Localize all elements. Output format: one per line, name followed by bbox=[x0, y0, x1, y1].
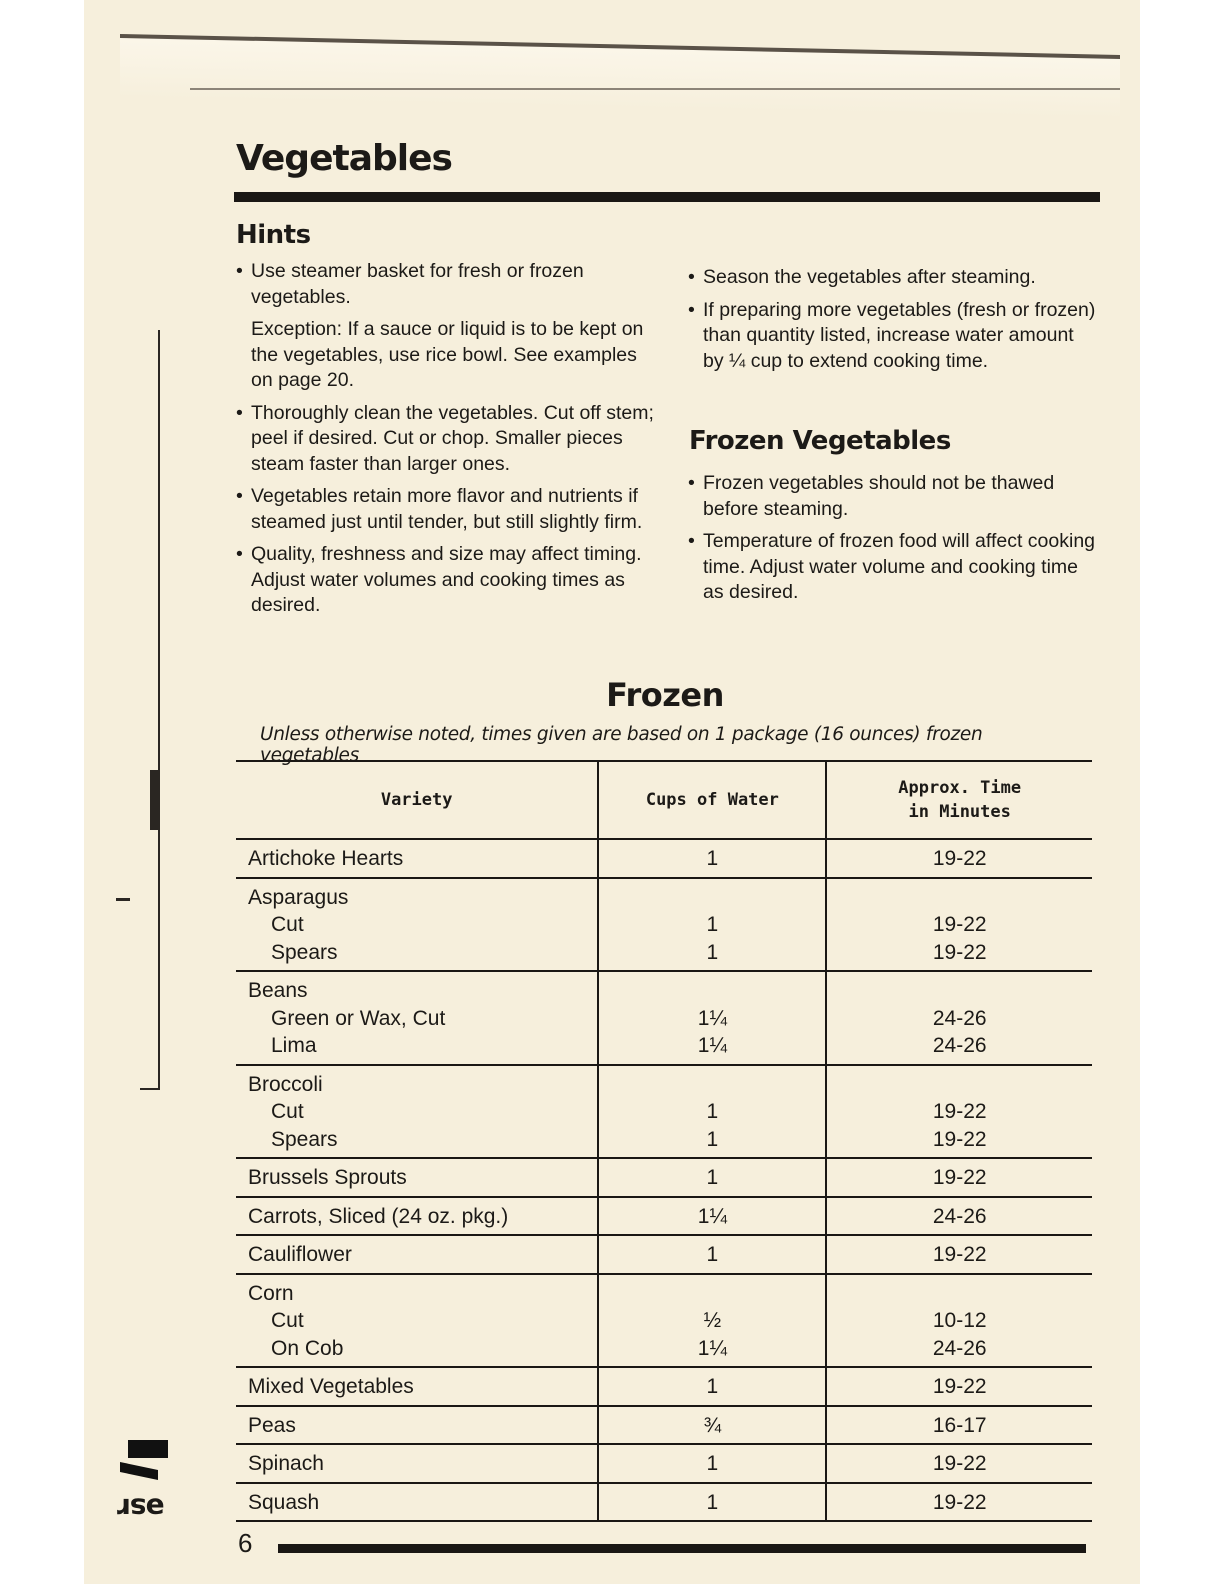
time-value: 19-22 bbox=[932, 1100, 987, 1123]
hint-item: • Use steamer basket for fresh or frozen vegetables. bbox=[236, 259, 656, 310]
table-row bbox=[236, 1367, 1092, 1406]
hints-heading: Hints bbox=[236, 220, 311, 250]
water-cell bbox=[598, 1406, 826, 1445]
time-value: 24-26 bbox=[932, 1006, 987, 1030]
time-value: 19-22 bbox=[932, 913, 987, 936]
water-value: 1 bbox=[706, 913, 719, 936]
variety-subtype: Spears bbox=[271, 940, 338, 964]
frozen-table-subtitle: Unless otherwise noted, times given are based on 1 package (16 ounces) frozen vegetables bbox=[260, 724, 983, 766]
variety-name: Mixed Vegetables bbox=[248, 1375, 414, 1398]
variety-cell bbox=[236, 1367, 598, 1406]
water-value: ¾ bbox=[703, 1413, 722, 1437]
underlying-page-edge-foot bbox=[140, 1088, 160, 1090]
time-cell bbox=[826, 878, 1092, 972]
table-row bbox=[236, 1274, 1092, 1368]
column-header-time-label: Approx. Time in Minutes bbox=[898, 778, 1022, 822]
table-row bbox=[236, 1065, 1092, 1159]
time-cell bbox=[826, 1235, 1092, 1274]
page-title: Vegetables bbox=[236, 138, 452, 179]
water-cell bbox=[598, 1483, 826, 1522]
water-value: 1 bbox=[706, 847, 719, 870]
section-tab-bar bbox=[128, 1440, 168, 1458]
table-row bbox=[236, 1406, 1092, 1445]
hint-item: • If preparing more vegetables (fresh or frozen) than quantity listed, increase water amount by ¼ cup to extend cooking time. bbox=[688, 298, 1098, 375]
variety-name: Corn bbox=[248, 1281, 294, 1305]
time-cell bbox=[826, 1065, 1092, 1159]
time-cell bbox=[826, 1444, 1092, 1483]
column-header-water: Cups of Water bbox=[598, 761, 826, 839]
variety-cell bbox=[236, 1197, 598, 1236]
water-value: 1 bbox=[706, 1243, 719, 1266]
underlying-page-mark bbox=[150, 770, 158, 830]
water-value: 1¼ bbox=[697, 1204, 727, 1228]
hints-right-column bbox=[688, 265, 1098, 381]
water-cell bbox=[598, 1367, 826, 1406]
hint-exception: Exception: If a sauce or liquid is to be kept on the vegetables, use rice bowl. See examples on page 20. bbox=[251, 318, 644, 391]
variety-cell bbox=[236, 1274, 598, 1368]
variety-subtype: Cut bbox=[271, 1309, 304, 1332]
variety-subtype: On Cob bbox=[271, 1336, 344, 1360]
time-cell bbox=[826, 1367, 1092, 1406]
table-body bbox=[236, 839, 1092, 1521]
frozen-tip-item: • Frozen vegetables should not be thawed before steaming. bbox=[688, 471, 1098, 522]
variety-name: Asparagus bbox=[248, 885, 349, 909]
variety-name: Brussels Sprouts bbox=[248, 1166, 407, 1189]
water-value: ½ bbox=[703, 1309, 722, 1332]
column-header-time bbox=[826, 761, 1092, 839]
table-row bbox=[236, 1483, 1092, 1522]
time-value: 19-22 bbox=[932, 1243, 987, 1266]
table-row bbox=[236, 1444, 1092, 1483]
water-value: 1 bbox=[706, 1490, 719, 1514]
table-row bbox=[236, 1197, 1092, 1236]
title-rule bbox=[234, 192, 1100, 202]
water-value: 1 bbox=[706, 1100, 719, 1123]
frozen-tip-item: • Temperature of frozen food will affect cooking time. Adjust water volume and cooking time as desired. bbox=[688, 529, 1098, 606]
variety-cell bbox=[236, 839, 598, 878]
hint-item: • Season the vegetables after steaming. bbox=[688, 265, 1098, 291]
table-header-row bbox=[236, 761, 1092, 839]
water-value: 1 bbox=[706, 1166, 719, 1189]
variety-subtype: Lima bbox=[271, 1034, 317, 1057]
time-cell bbox=[826, 1483, 1092, 1522]
table-row bbox=[236, 971, 1092, 1065]
variety-name: Artichoke Hearts bbox=[248, 847, 404, 870]
time-cell bbox=[826, 839, 1092, 878]
time-value: 19-22 bbox=[932, 1375, 987, 1398]
column-header-variety: Variety bbox=[236, 761, 598, 839]
water-value: 1 bbox=[706, 1452, 719, 1475]
water-cell bbox=[598, 878, 826, 972]
paper-fold-line bbox=[190, 88, 1120, 90]
water-cell bbox=[598, 1274, 826, 1368]
variety-name: Broccoli bbox=[248, 1072, 323, 1096]
time-cell bbox=[826, 1158, 1092, 1197]
frozen-table-title: Frozen bbox=[606, 676, 724, 714]
variety-name: Carrots, Sliced (24 oz. pkg.) bbox=[248, 1204, 509, 1228]
time-value: 19-22 bbox=[932, 1490, 987, 1514]
table-row bbox=[236, 1158, 1092, 1197]
hint-item: • Thoroughly clean the vegetables. Cut off stem; peel if desired. Cut or chop. Smaller pieces steam faster than larger ones. bbox=[236, 401, 656, 478]
time-value: 24-26 bbox=[932, 1204, 987, 1228]
time-value: 19-22 bbox=[932, 1166, 987, 1189]
footer-rule bbox=[278, 1544, 1086, 1553]
water-value: 1¼ bbox=[697, 1006, 727, 1030]
frozen-vegetables-table bbox=[236, 760, 1092, 1522]
time-value: 19-22 bbox=[932, 847, 987, 870]
time-value: 19-22 bbox=[932, 1127, 987, 1151]
variety-name: Squash bbox=[248, 1490, 320, 1514]
time-value: 24-26 bbox=[932, 1034, 987, 1057]
variety-cell bbox=[236, 1483, 598, 1522]
frozen-vegetables-heading: Frozen Vegetables bbox=[689, 426, 951, 456]
water-value: 1 bbox=[706, 1127, 719, 1151]
table-row bbox=[236, 1235, 1092, 1274]
variety-name: Peas bbox=[248, 1413, 296, 1437]
time-cell bbox=[826, 1406, 1092, 1445]
variety-cell bbox=[236, 1444, 598, 1483]
water-cell bbox=[598, 1235, 826, 1274]
time-value: 19-22 bbox=[932, 1452, 987, 1475]
water-value: 1¼ bbox=[697, 1336, 727, 1360]
time-value: 19-22 bbox=[932, 940, 987, 964]
variety-name: Spinach bbox=[248, 1452, 324, 1475]
page-number: 6 bbox=[238, 1528, 253, 1558]
water-cell bbox=[598, 1197, 826, 1236]
water-value: 1 bbox=[706, 1375, 719, 1398]
hint-item: • Vegetables retain more flavor and nutrients if steamed just until tender, but still slightly firm. bbox=[236, 484, 656, 535]
variety-cell bbox=[236, 1065, 598, 1159]
table-row bbox=[236, 839, 1092, 878]
time-value: 24-26 bbox=[932, 1336, 987, 1360]
water-cell bbox=[598, 971, 826, 1065]
variety-cell bbox=[236, 1158, 598, 1197]
section-tab-text: əsr bbox=[118, 1492, 165, 1525]
variety-cell bbox=[236, 878, 598, 972]
hints-left-column bbox=[236, 259, 656, 626]
time-value: 10-12 bbox=[932, 1309, 987, 1332]
variety-name: Beans bbox=[248, 979, 308, 1002]
time-cell bbox=[826, 971, 1092, 1065]
time-value: 16-17 bbox=[932, 1413, 987, 1437]
water-value: 1¼ bbox=[697, 1034, 727, 1057]
table-row bbox=[236, 878, 1092, 972]
variety-cell bbox=[236, 971, 598, 1065]
variety-name: Cauliflower bbox=[248, 1243, 352, 1266]
variety-cell bbox=[236, 1406, 598, 1445]
variety-subtype: Spears bbox=[271, 1127, 338, 1151]
time-cell bbox=[826, 1197, 1092, 1236]
underlying-page-mark bbox=[116, 898, 130, 901]
hint-item: • Quality, freshness and size may affect timing. Adjust water volumes and cooking times as desired. bbox=[236, 542, 656, 619]
variety-cell bbox=[236, 1235, 598, 1274]
water-cell bbox=[598, 839, 826, 878]
variety-subtype: Green or Wax, Cut bbox=[271, 1006, 446, 1030]
variety-subtype: Cut bbox=[271, 1100, 304, 1123]
water-cell bbox=[598, 1444, 826, 1483]
water-value: 1 bbox=[706, 940, 719, 964]
water-cell bbox=[598, 1065, 826, 1159]
variety-subtype: Cut bbox=[271, 913, 304, 936]
frozen-vegetables-list bbox=[688, 471, 1098, 613]
time-cell bbox=[826, 1274, 1092, 1368]
water-cell bbox=[598, 1158, 826, 1197]
